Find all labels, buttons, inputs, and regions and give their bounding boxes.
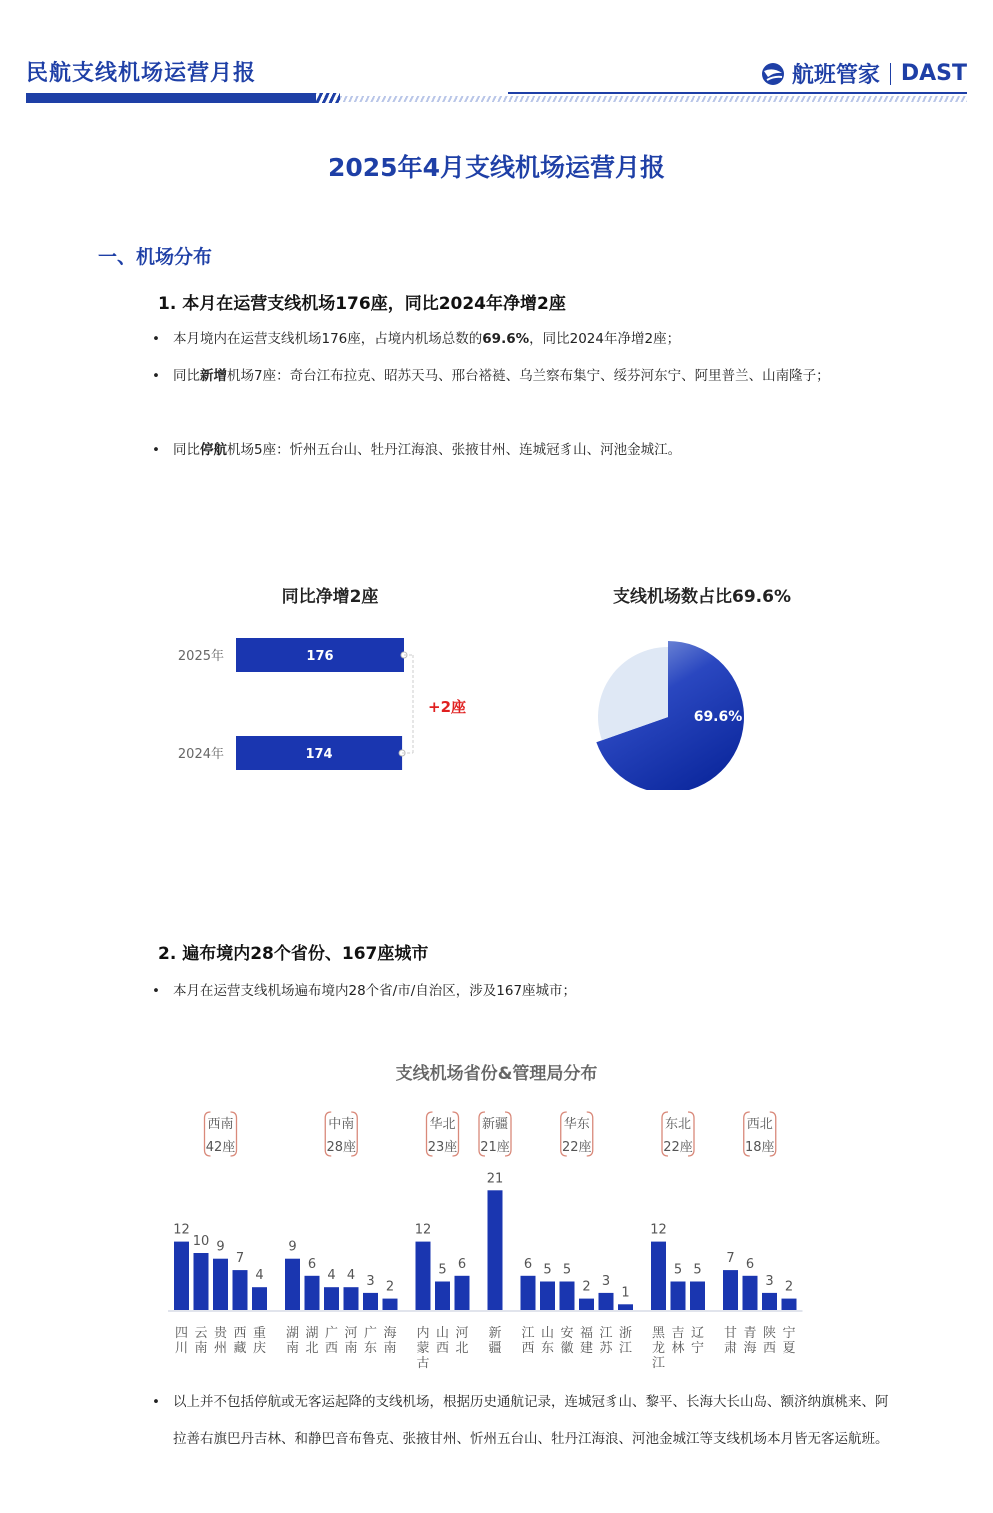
bar-广西 — [324, 1287, 339, 1310]
bullet-dot: • — [152, 1394, 160, 1410]
bar-value-label: 5 — [673, 1262, 683, 1278]
bullet-item — [152, 358, 892, 395]
bullet-bold-text: 新增 — [200, 368, 227, 384]
bar-value-label: 174 — [305, 747, 333, 762]
province-label: 河 — [455, 1326, 469, 1341]
bar-西藏 — [233, 1270, 248, 1310]
province-label: 湖 — [285, 1326, 300, 1341]
brand-logo — [760, 58, 967, 89]
subsection-title-2: 2. 遍布境内28个省份、167座城市 — [158, 944, 429, 964]
province-label: 江 — [599, 1326, 613, 1341]
bar-内蒙古 — [416, 1242, 431, 1310]
province-label: 贵 — [213, 1326, 228, 1341]
province-label: 海 — [743, 1341, 757, 1356]
region-count-label: 42座 — [205, 1140, 236, 1155]
region-count-label: 21座 — [480, 1140, 510, 1155]
province-label: 川 — [174, 1341, 189, 1356]
bar-河南 — [344, 1287, 359, 1310]
bar-安徽 — [560, 1282, 575, 1311]
bar-山东 — [540, 1282, 555, 1311]
province-label: 河 — [344, 1326, 358, 1341]
bar-浙江 — [618, 1304, 633, 1310]
bar-value-label: 6 — [523, 1256, 533, 1272]
category-label: 2024年 — [177, 747, 224, 762]
province-label: 浙 — [618, 1326, 633, 1341]
bullet-bold-text: 停航 — [200, 442, 227, 458]
province-label: 宁 — [782, 1326, 796, 1341]
bullet-dot: • — [152, 442, 160, 458]
province-label: 辽 — [690, 1326, 705, 1341]
bar-吉林 — [671, 1282, 686, 1311]
province-label: 东 — [540, 1341, 555, 1356]
bar-福建 — [579, 1299, 594, 1310]
bar-value-label: 3 — [366, 1273, 375, 1289]
region-count-label: 18座 — [744, 1140, 775, 1155]
bullet-bold-text: 69.6% — [482, 331, 530, 347]
region-count-label: 28座 — [326, 1140, 357, 1155]
province-label: 南 — [194, 1341, 208, 1356]
province-label: 疆 — [488, 1341, 502, 1356]
province-label: 重 — [252, 1326, 267, 1341]
province-label: 福 — [579, 1326, 594, 1341]
bar-value-label: 176 — [306, 649, 334, 664]
bar-value-label: 4 — [255, 1268, 264, 1284]
bullet-text: 本月境内在运营支线机场176座，占境内机场总数的 — [173, 331, 483, 347]
province-label: 西 — [762, 1341, 777, 1356]
footnote-text: 以上并不包括停航或无客运起降的支线机场，根据历史通航记录，连城冠豸山、黎平、长海大长山岛、额济纳旗桃来、阿拉善右旗巴丹吉林、和静巴音布鲁克、张掖甘州、忻州五台山、牡丹江海浪、河池金城江等支线机场本月皆无客运航班。 — [173, 1394, 889, 1447]
logo-text: 航班管家 — [791, 63, 880, 88]
province-chart-title: 支线机场省份&管理局分布 — [395, 1064, 598, 1084]
province-label: 甘 — [723, 1326, 738, 1341]
province-label: 西 — [324, 1341, 339, 1356]
bar-湖南 — [285, 1259, 300, 1310]
report-header-title: 民航支线机场运营月报 — [26, 61, 257, 86]
province-label: 夏 — [782, 1341, 796, 1356]
bullet-dot: • — [152, 331, 160, 347]
province-label: 西 — [233, 1326, 247, 1341]
increase-annotation: +2座 — [428, 698, 467, 716]
header-hatch-stripe — [340, 96, 967, 102]
region-name-label: 东北 — [664, 1117, 692, 1132]
province-label: 陕 — [762, 1326, 777, 1341]
bar-value-label: 6 — [457, 1256, 467, 1272]
bar-value-label: 5 — [543, 1262, 552, 1278]
bar-value-label: 3 — [601, 1273, 611, 1289]
province-label: 吉 — [671, 1326, 685, 1341]
province-label: 宁 — [690, 1341, 705, 1356]
bar-四川 — [174, 1242, 189, 1310]
section-title-airport-distribution: 一、机场分布 — [98, 246, 213, 268]
bar-value-label: 2 — [385, 1279, 395, 1295]
province-label: 广 — [324, 1326, 339, 1341]
province-label: 古 — [416, 1356, 430, 1371]
page-title: 2025年4月支线机场运营月报 — [328, 153, 665, 182]
region-count-label: 23座 — [427, 1140, 458, 1155]
logo-separator — [890, 63, 891, 85]
bar-海南 — [383, 1299, 398, 1310]
bar-value-label: 4 — [327, 1268, 336, 1284]
bar-value-label: 5 — [562, 1262, 572, 1278]
region-name-label: 新疆 — [481, 1117, 509, 1132]
province-label: 苏 — [599, 1341, 613, 1356]
bar-value-label: 2 — [784, 1279, 794, 1295]
province-label: 藏 — [233, 1341, 247, 1356]
region-name-label: 西北 — [746, 1117, 773, 1132]
region-name-label: 华北 — [429, 1117, 456, 1132]
bullet-text: 同比 — [173, 368, 200, 384]
region-count-label: 22座 — [561, 1140, 592, 1155]
province-label: 江 — [618, 1341, 633, 1356]
province-label: 内 — [416, 1326, 430, 1341]
header-accent-bar — [26, 93, 316, 103]
header-accent-bar-tail — [300, 93, 340, 103]
bullet-text: 同比 — [173, 442, 200, 458]
province-label: 青 — [743, 1326, 757, 1341]
province-label: 徽 — [560, 1341, 574, 1356]
province-label: 庆 — [252, 1341, 267, 1356]
province-label: 蒙 — [416, 1341, 430, 1356]
bar-江西 — [521, 1276, 536, 1310]
province-label: 肃 — [723, 1341, 738, 1356]
bar-山西 — [435, 1282, 450, 1311]
bar-陕西 — [762, 1293, 777, 1310]
bar-value-label: 5 — [438, 1262, 447, 1278]
province-label: 云 — [194, 1326, 208, 1341]
globe-logo-icon — [760, 61, 786, 87]
region-name-label: 西南 — [207, 1117, 234, 1132]
province-label: 海 — [383, 1326, 397, 1341]
bar-value-label: 12 — [414, 1222, 432, 1238]
bullet-dot: • — [152, 368, 160, 384]
bar-河北 — [455, 1276, 470, 1310]
province-label: 黑 — [651, 1326, 666, 1341]
bar-value-label: 9 — [216, 1239, 225, 1255]
province-label: 湖 — [305, 1326, 319, 1341]
bar-青海 — [743, 1276, 758, 1310]
province-label: 山 — [435, 1326, 450, 1341]
subsection-title-1: 1. 本月在运营支线机场176座，同比2024年净增2座 — [158, 294, 566, 314]
province-label: 南 — [383, 1341, 397, 1356]
province-label: 东 — [363, 1341, 378, 1356]
bar-黑龙江 — [651, 1242, 666, 1310]
yoy-bar-chart — [170, 620, 500, 790]
bar-value-label: 21 — [486, 1171, 504, 1187]
bar-辽宁 — [690, 1282, 705, 1311]
bullet-text: 机场7座：奇台江布拉克、昭苏天马、邢台褡裢、乌兰察布集宁、绥芬河东宁、阿里普兰、山南隆子； — [227, 368, 830, 384]
bar-重庆 — [252, 1287, 267, 1310]
bullet-dot: • — [152, 983, 160, 999]
bullet-item — [152, 321, 892, 358]
bar-value-label: 7 — [726, 1251, 735, 1267]
province-label: 南 — [344, 1341, 358, 1356]
province-label: 江 — [651, 1356, 666, 1371]
province-label: 山 — [540, 1326, 555, 1341]
bar-甘肃 — [723, 1270, 738, 1310]
share-chart-title: 支线机场数占比69.6% — [613, 587, 791, 607]
bar-广东 — [363, 1293, 378, 1310]
bar-宁夏 — [782, 1299, 797, 1310]
bullet-text: ，同比2024年净增2座； — [529, 331, 681, 347]
pie-slice-label: 69.6% — [693, 709, 743, 725]
bar-value-label: 7 — [235, 1251, 245, 1267]
bullet-item — [152, 432, 892, 469]
bar-value-label: 6 — [307, 1256, 317, 1272]
region-name-label: 中南 — [328, 1117, 355, 1132]
bar-value-label: 5 — [693, 1262, 702, 1278]
province-label: 四 — [174, 1326, 189, 1341]
province-label: 南 — [285, 1341, 300, 1356]
yoy-chart-title: 同比净增2座 — [281, 587, 379, 607]
region-count-label: 22座 — [663, 1140, 693, 1155]
logo-brand: DAST — [900, 61, 967, 86]
category-label: 2025年 — [177, 649, 224, 664]
province-label: 龙 — [651, 1341, 666, 1356]
share-pie-chart — [592, 625, 752, 790]
province-label: 安 — [560, 1326, 574, 1341]
province-label: 江 — [521, 1326, 535, 1341]
bar-贵州 — [213, 1259, 228, 1310]
bullet-item — [152, 1384, 892, 1458]
bullet-text: 机场5座：忻州五台山、牡丹江海浪、张掖甘州、连城冠豸山、河池金城江。 — [227, 442, 682, 458]
province-label: 林 — [671, 1341, 685, 1356]
bar-江苏 — [599, 1293, 614, 1310]
province-label: 州 — [213, 1341, 228, 1356]
province-label: 西 — [521, 1341, 535, 1356]
bullet-item — [152, 973, 892, 1010]
province-label: 新 — [488, 1326, 502, 1341]
bar-新疆 — [488, 1190, 503, 1310]
province-label: 西 — [435, 1341, 450, 1356]
bar-value-label: 12 — [173, 1222, 190, 1238]
province-label: 北 — [455, 1341, 469, 1356]
province-bar-chart — [160, 1100, 840, 1375]
bar-value-label: 1 — [621, 1285, 630, 1301]
header-rule — [508, 92, 967, 94]
province-label: 建 — [579, 1341, 594, 1356]
bar-value-label: 2 — [582, 1279, 591, 1295]
bullet-text: 本月在运营支线机场遍布境内28个省/市/自治区，涉及167座城市； — [173, 983, 577, 999]
bar-value-label: 6 — [745, 1256, 755, 1272]
bar-value-label: 10 — [192, 1234, 210, 1249]
bar-value-label: 3 — [765, 1273, 774, 1289]
bar-value-label: 9 — [288, 1239, 297, 1255]
bar-湖北 — [305, 1276, 320, 1310]
bar-value-label: 12 — [650, 1222, 667, 1238]
bar-value-label: 4 — [346, 1268, 356, 1284]
bar-云南 — [194, 1253, 209, 1310]
region-name-label: 华东 — [563, 1117, 590, 1132]
province-label: 广 — [363, 1326, 378, 1341]
province-label: 北 — [305, 1341, 319, 1356]
